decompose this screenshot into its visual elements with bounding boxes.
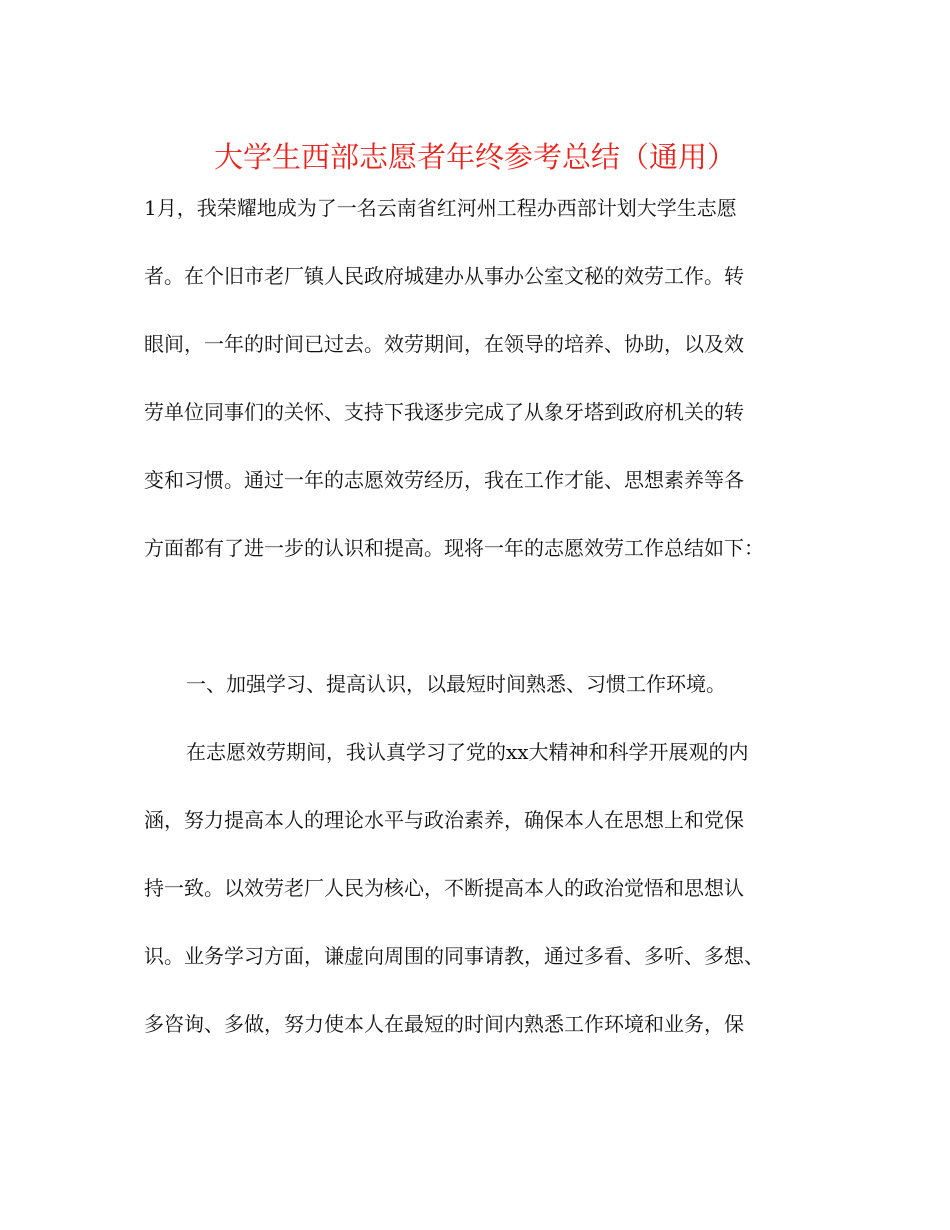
- paragraph-1-line-1: 1月，我荣耀地成为了一名云南省红河州工程办西部计划大学生志愿: [144, 196, 737, 220]
- paragraph-2-line-1: 在志愿效劳期间，我认真学习了党的xx大精神和科学开展观的内: [186, 740, 749, 764]
- document-title: 大学生西部志愿者年终参考总结（通用）: [213, 140, 736, 174]
- paragraph-1-line-2: 者。在个旧市老厂镇人民政府城建办从事办公室文秘的效劳工作。转: [144, 264, 744, 288]
- paragraph-2-line-2: 涵，努力提高本人的理论水平与政治素养，确保本人在思想上和党保: [144, 808, 744, 832]
- paragraph-1-line-5: 变和习惯。通过一年的志愿效劳经历，我在工作才能、思想素养等各: [144, 468, 744, 492]
- paragraph-1-line-4: 劳单位同事们的关怀、支持下我逐步完成了从象牙塔到政府机关的转: [144, 400, 744, 424]
- paragraph-1-line-6: 方面都有了进一步的认识和提高。现将一年的志愿效劳工作总结如下：: [144, 536, 764, 560]
- section-1-heading: 一、加强学习、提高认识，以最短时间熟悉、习惯工作环境。: [186, 672, 726, 696]
- paragraph-2-line-5: 多咨询、多做，努力使本人在最短的时间内熟悉工作环境和业务，保: [144, 1012, 744, 1036]
- paragraph-2-line-3: 持一致。以效劳老厂人民为核心，不断提高本人的政治觉悟和思想认: [144, 876, 744, 900]
- paragraph-2-line-4: 识。业务学习方面，谦虚向周围的同事请教，通过多看、多听、多想、: [144, 944, 764, 968]
- paragraph-1-line-3: 眼间，一年的时间已过去。效劳期间，在领导的培养、协助，以及效: [144, 332, 744, 356]
